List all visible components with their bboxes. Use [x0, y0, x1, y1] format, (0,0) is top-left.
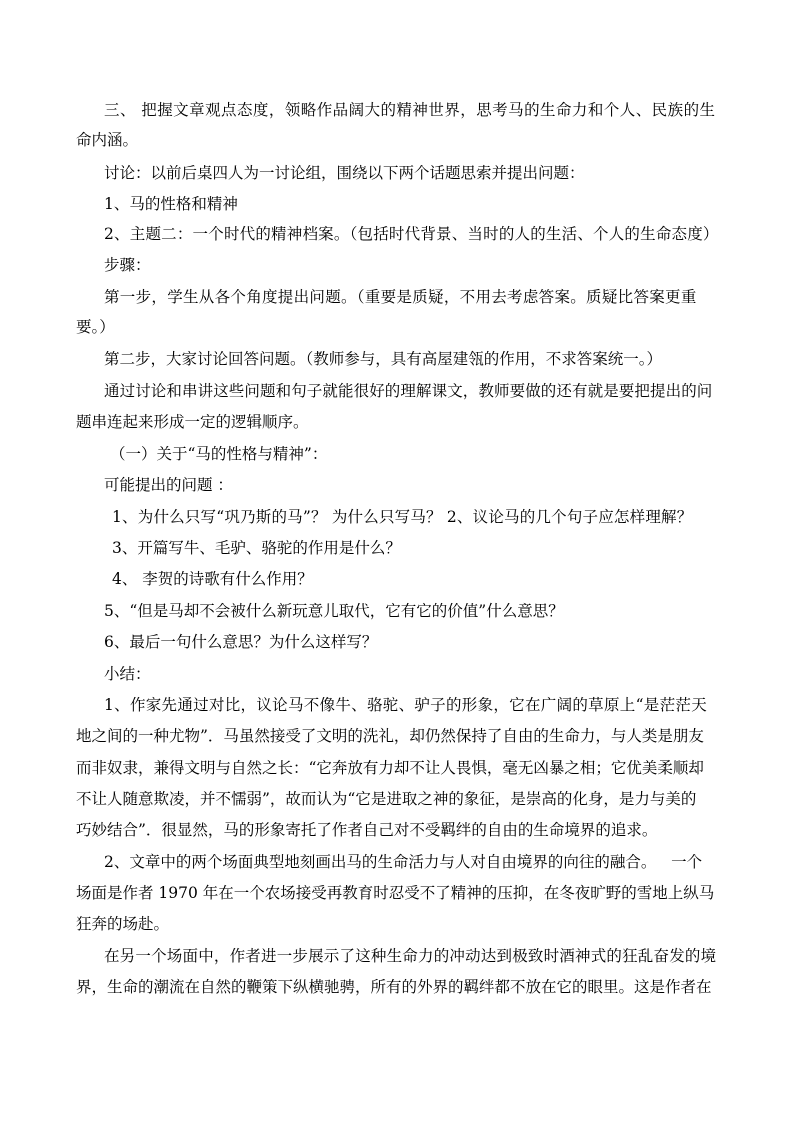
paragraph-line: 题串连起来形成一定的逻辑顺序。 — [76, 413, 309, 431]
paragraph-line: 要。） — [76, 318, 115, 336]
paragraph-line: 第一步，学生从各个角度提出问题。（重要是质疑，不用去考虑答案。质疑比答案更重 — [104, 288, 697, 306]
paragraph-line: 可能提出的问题 ： — [104, 476, 233, 494]
paragraph-line: 步骤： — [104, 256, 151, 274]
paragraph-line: 界，生命的潮流在自然的鞭策下纵横驰骋，所有的外界的羁绊都不放在它的眼里。这是作者在 — [76, 978, 712, 996]
list-item: 6、最后一句什么意思？为什么这样写？ — [104, 633, 378, 651]
paragraph-line: 第二步，大家讨论回答问题。（教师参与，具有高屋建瓴的作用，不求答案统一。） — [104, 350, 663, 368]
paragraph-line: 场面是作者 1970 年在一个农场接受再教育时忍受不了精神的压抑，在冬夜旷野的雪地上纵马 — [76, 884, 715, 902]
paragraph-line: 不让人随意欺凌，并不懦弱”，故而认为“它是进取之神的象征，是崇高的化身，是力与美的 — [76, 790, 697, 808]
heading-section-3: 三、 把握文章观点态度，领略作品阔大的精神世界，思考马的生命力和个人、民族的生 — [104, 101, 716, 119]
paragraph-line: 2、文章中的两个场面典型地刻画出马的生命活力与人对自由境界的向往的融合。 一个 — [104, 853, 703, 871]
paragraph-line: 在另一个场面中，作者进一步展示了这种生命力的冲动达到极致时酒神式的狂乱奋发的境 — [104, 947, 717, 965]
list-item: 5、“但是马却不会被什么新玩意儿取代，它有它的价值”什么意思？ — [104, 602, 564, 620]
paragraph-line: 而非奴隶，兼得文明与自然之长：“它奔放有力却不让人畏惧，毫无凶暴之相；它优美柔顺却 — [76, 759, 704, 777]
paragraph-line: 讨论：以前后桌四人为一讨论组，围绕以下两个话题思索并提出问题： — [104, 164, 585, 182]
paragraph-line: 巧妙结合”．很显然，马的形象寄托了作者自己对不受羁绊的自由的生命境界的追求。 — [76, 821, 658, 839]
paragraph-line: 通过讨论和串讲这些问题和句子就能很好的理解课文，教师要做的还有就是要把提出的问 — [104, 382, 713, 400]
list-item: 3、开篇写牛、毛驴、骆驼的作用是什么？ — [112, 539, 401, 557]
list-item: 4、 李贺的诗歌有什么作用？ — [112, 570, 313, 588]
subheading: （一）关于“马的性格与精神”： — [110, 445, 328, 463]
list-item: 2、主题二：一个时代的精神档案。（包括时代背景、当时的人的生活、个人的生命态度） — [104, 225, 719, 243]
paragraph-line: 地之间的一种尤物”．马虽然接受了文明的洗礼，却仍然保持了自由的生命力，与人类是朋友 — [76, 727, 704, 745]
paragraph-line: 狂奔的场赴。 — [76, 915, 170, 933]
paragraph-line: 1、作家先通过对比，议论马不像牛、骆驼、驴子的形象，它在广阔的草原上“是茫茫天 — [104, 696, 707, 714]
summary-label: 小结： — [104, 665, 151, 683]
list-item: 1、为什么只写“巩乃斯的马”？ 为什么只写马？ 2、议论马的几个句子应怎样理解？ — [112, 508, 693, 526]
list-item: 1、马的性格和精神 — [104, 195, 238, 213]
paragraph-line: 命内涵。 — [76, 131, 139, 149]
